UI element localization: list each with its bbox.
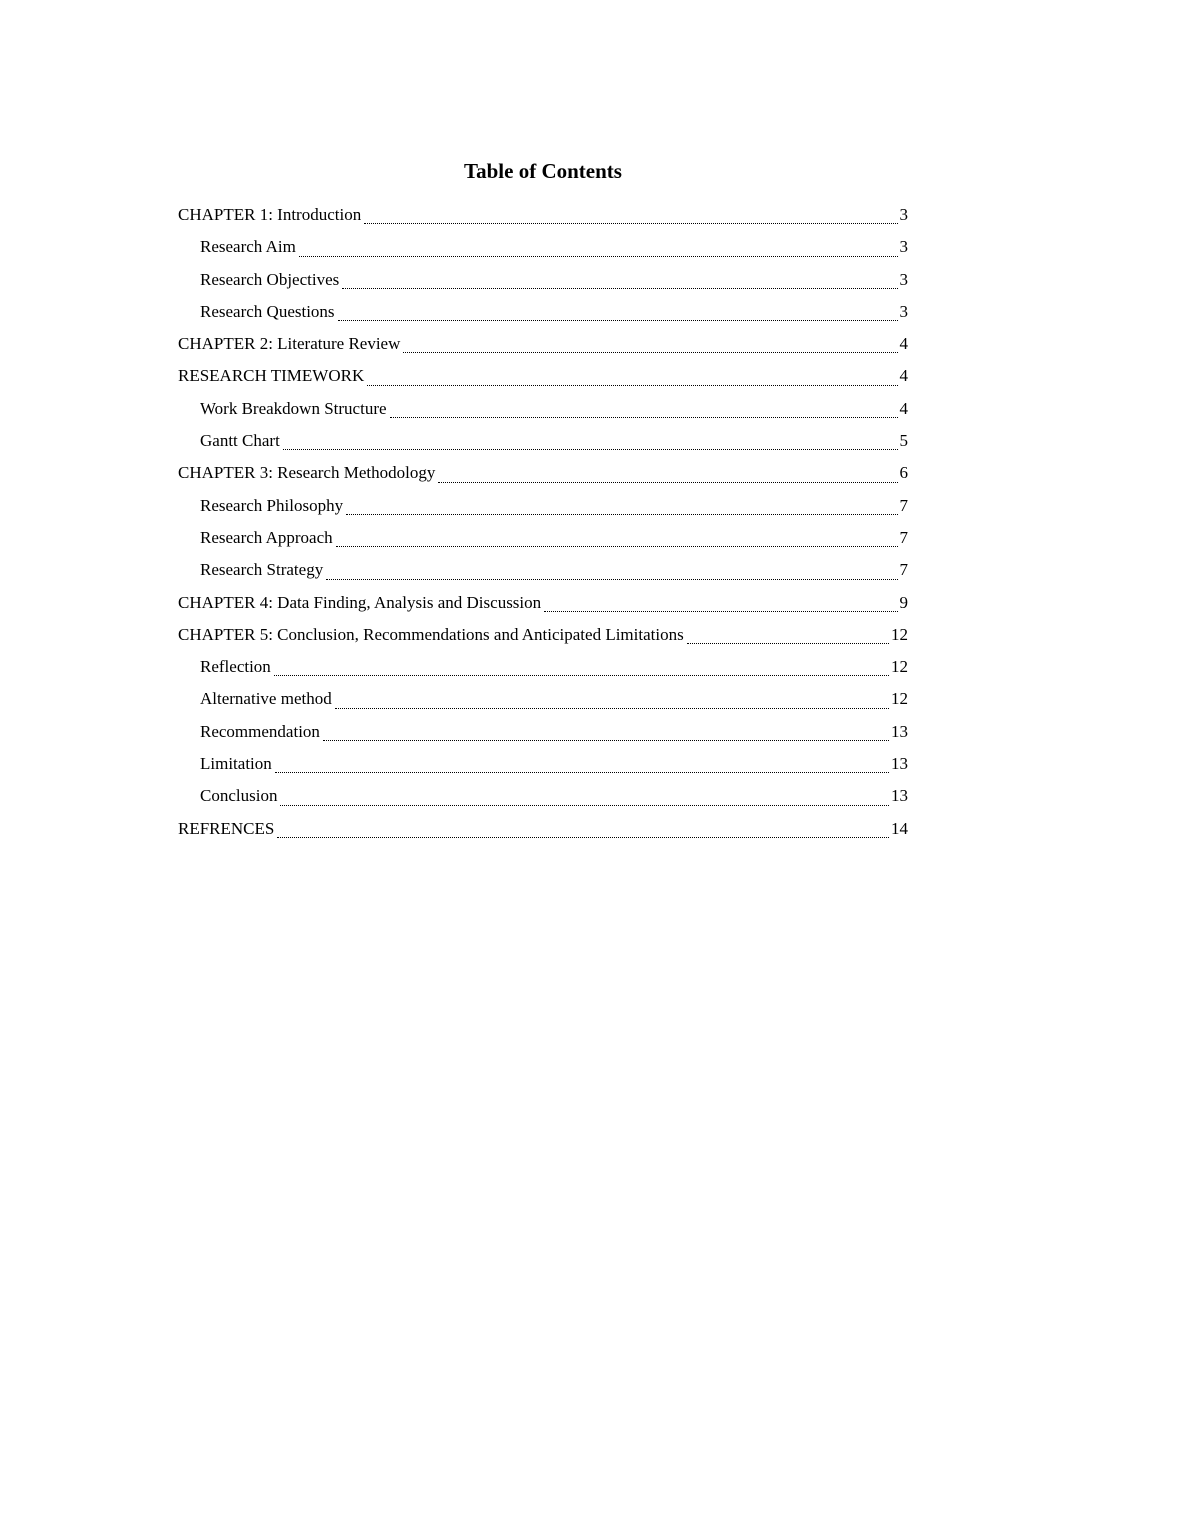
toc-dot-leader <box>342 288 897 289</box>
toc-dot-leader <box>544 611 897 612</box>
toc-entry-page-number[interactable]: 13 <box>891 721 908 741</box>
toc-dot-leader <box>336 546 898 547</box>
toc-dot-leader <box>299 256 898 257</box>
toc-entry-label[interactable]: Research Objectives <box>200 269 340 289</box>
toc-entry-page-number[interactable]: 5 <box>899 431 908 451</box>
toc-entry-page-number[interactable]: 6 <box>899 463 908 483</box>
toc-entry-page-number[interactable]: 3 <box>899 269 908 289</box>
toc-entry-label[interactable]: CHAPTER 5: Conclusion, Recommendations and Anticipated Limitations <box>178 624 684 644</box>
toc-title: Table of Contents <box>464 159 622 183</box>
toc-entry-label[interactable]: Work Breakdown Structure <box>200 398 387 418</box>
toc-entry[interactable] <box>178 299 908 331</box>
toc-entry-page-number[interactable]: 3 <box>899 205 908 224</box>
toc-entry[interactable] <box>178 751 908 783</box>
toc-entry-page-number[interactable]: 7 <box>899 527 908 547</box>
toc-entry[interactable] <box>178 783 908 815</box>
toc-entry-page-number[interactable]: 12 <box>891 657 908 677</box>
toc-entry[interactable] <box>178 654 908 686</box>
toc-entry-page-number[interactable]: 4 <box>899 398 908 418</box>
toc-entry[interactable] <box>178 590 908 622</box>
toc-entry-label[interactable]: Research Strategy <box>200 560 324 580</box>
toc-entry-label[interactable]: Alternative method <box>200 689 332 709</box>
toc-entry-label[interactable]: Research Philosophy <box>200 495 344 515</box>
toc-entry[interactable] <box>178 267 908 299</box>
table-of-contents <box>178 202 908 848</box>
toc-entry-page-number[interactable]: 12 <box>891 689 908 709</box>
toc-entry-page-number[interactable]: 12 <box>891 624 908 644</box>
toc-dot-leader <box>367 385 897 386</box>
toc-dot-leader <box>277 837 889 838</box>
toc-entry-label[interactable]: CHAPTER 4: Data Finding, Analysis and Discussion <box>178 592 542 612</box>
toc-entry-label[interactable]: CHAPTER 2: Literature Review <box>178 334 401 354</box>
toc-dot-leader <box>323 740 889 741</box>
toc-entry[interactable] <box>178 428 908 460</box>
toc-dot-leader <box>338 320 898 321</box>
toc-dot-leader <box>438 482 897 483</box>
toc-entry-page-number[interactable]: 7 <box>899 495 908 515</box>
toc-entry[interactable] <box>178 557 908 589</box>
toc-entry-page-number[interactable]: 3 <box>899 237 908 257</box>
toc-entry-label[interactable]: Limitation <box>200 754 272 774</box>
toc-dot-leader <box>275 772 889 773</box>
toc-entry[interactable] <box>178 460 908 492</box>
toc-dot-leader <box>326 579 897 580</box>
toc-entry-label[interactable]: CHAPTER 3: Research Methodology <box>178 463 436 483</box>
toc-entry[interactable] <box>178 331 908 363</box>
toc-entry-page-number[interactable]: 7 <box>899 560 908 580</box>
toc-entry-label[interactable]: Reflection <box>200 657 271 677</box>
toc-dot-leader <box>364 223 897 224</box>
toc-entry[interactable] <box>178 525 908 557</box>
toc-dot-leader <box>687 643 889 644</box>
toc-entry-label[interactable]: Recommendation <box>200 721 320 741</box>
toc-entry-page-number[interactable]: 9 <box>899 592 908 612</box>
toc-dot-leader <box>274 675 889 676</box>
toc-entry-label[interactable]: Gantt Chart <box>200 431 280 451</box>
toc-entry[interactable] <box>178 493 908 525</box>
toc-entry[interactable] <box>178 622 908 654</box>
toc-entry-page-number[interactable]: 13 <box>891 754 908 774</box>
toc-dot-leader <box>403 352 897 353</box>
toc-entry-page-number[interactable]: 13 <box>891 786 908 806</box>
toc-entry-page-number[interactable]: 14 <box>891 818 908 838</box>
toc-dot-leader <box>283 449 898 450</box>
toc-entry-label[interactable]: RESEARCH TIMEWORK <box>178 366 365 386</box>
toc-dot-leader <box>390 417 898 418</box>
toc-entry-page-number[interactable]: 3 <box>899 301 908 321</box>
toc-entry[interactable] <box>178 234 908 266</box>
toc-dot-leader <box>280 805 889 806</box>
toc-entry-page-number[interactable]: 4 <box>899 334 908 354</box>
toc-entry[interactable] <box>178 686 908 718</box>
toc-entry-label[interactable]: Research Questions <box>200 301 335 321</box>
toc-entry[interactable] <box>178 202 908 234</box>
toc-entry-label[interactable]: Research Aim <box>200 237 296 257</box>
toc-entry-label[interactable]: REFRENCES <box>178 818 275 838</box>
toc-dot-leader <box>335 708 889 709</box>
toc-entry-label[interactable]: CHAPTER 1: Introduction <box>178 205 362 224</box>
toc-entry[interactable] <box>178 363 908 395</box>
toc-entry-label[interactable]: Research Approach <box>200 527 333 547</box>
toc-entry-label[interactable]: Conclusion <box>200 786 278 806</box>
toc-entry[interactable] <box>178 396 908 428</box>
toc-dot-leader <box>346 514 897 515</box>
toc-entry[interactable] <box>178 719 908 751</box>
toc-entry-page-number[interactable]: 4 <box>899 366 908 386</box>
toc-entry[interactable] <box>178 816 908 848</box>
